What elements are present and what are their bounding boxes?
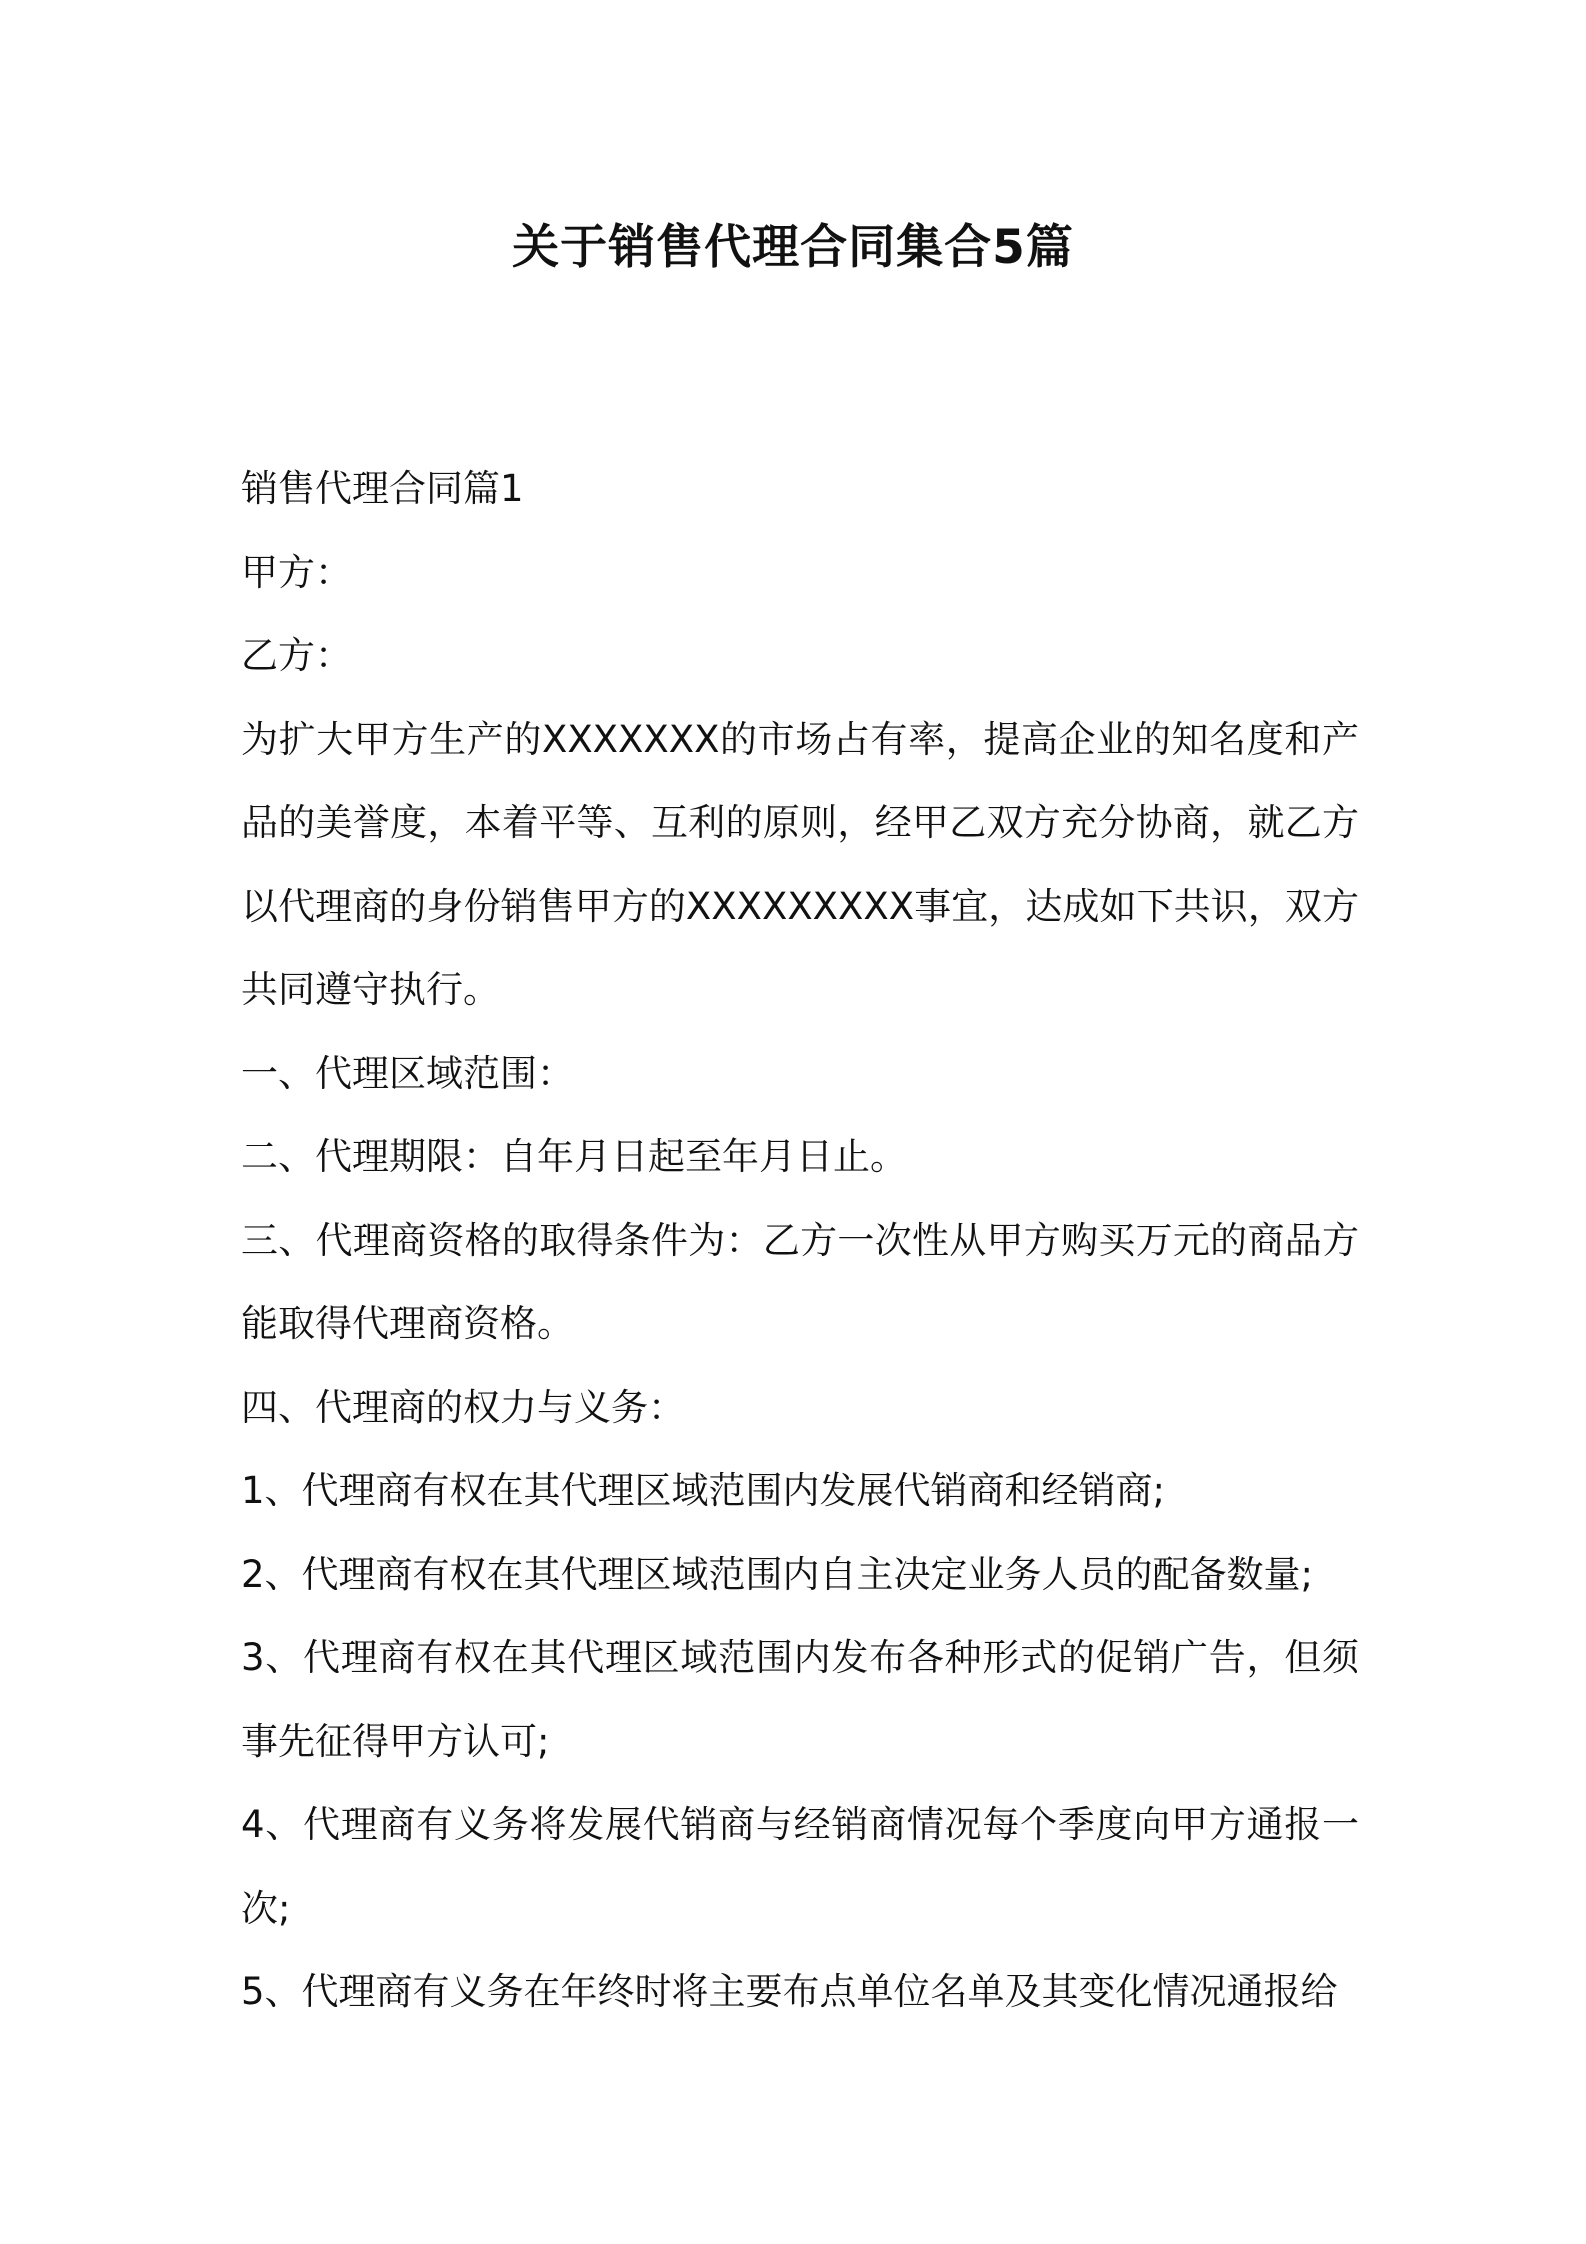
- clause-qualification: 三、代理商资格的取得条件为：乙方一次性从甲方购买万元的商品方能取得代理商资格。: [241, 1218, 1359, 1345]
- section-heading: 销售代理合同篇1: [241, 467, 524, 510]
- clause-agency-term: 二、代理期限：自年月日起至年月日止。: [241, 1135, 907, 1178]
- document-body: [241, 447, 1359, 2034]
- clause-agency-region: 一、代理区域范围：: [241, 1051, 574, 1095]
- list-item: 5、代理商有义务在年终时将主要布点单位名单及其变化情况通报给: [241, 1970, 1338, 2013]
- clause-rights-duties-heading: 四、代理商的权力与义务：: [241, 1385, 685, 1429]
- party-a-line: 甲方：: [241, 550, 352, 594]
- document-title: 关于销售代理合同集合5篇: [512, 220, 1074, 275]
- preamble-paragraph: 为扩大甲方生产的XXXXXXX的市场占有率，提高企业的知名度和产品的美誉度，本着平等、互利的原则，经甲乙双方充分协商，就乙方以代理商的身份销售甲方的XXXXXXXXX事宜，达成如下共识，双方共同遵守执行。: [241, 717, 1359, 1011]
- party-b-line: 乙方：: [241, 634, 352, 677]
- list-item: 3、代理商有权在其代理区域范围内发布各种形式的促销广告，但须事先征得甲方认可;: [241, 1636, 1359, 1763]
- list-item: 4、代理商有义务将发展代销商与经销商情况每个季度向甲方通报一次;: [241, 1803, 1359, 1930]
- list-item: 1、代理商有权在其代理区域范围内发展代销商和经销商;: [241, 1469, 1166, 1512]
- list-item: 2、代理商有权在其代理区域范围内自主决定业务人员的配备数量;: [241, 1552, 1314, 1596]
